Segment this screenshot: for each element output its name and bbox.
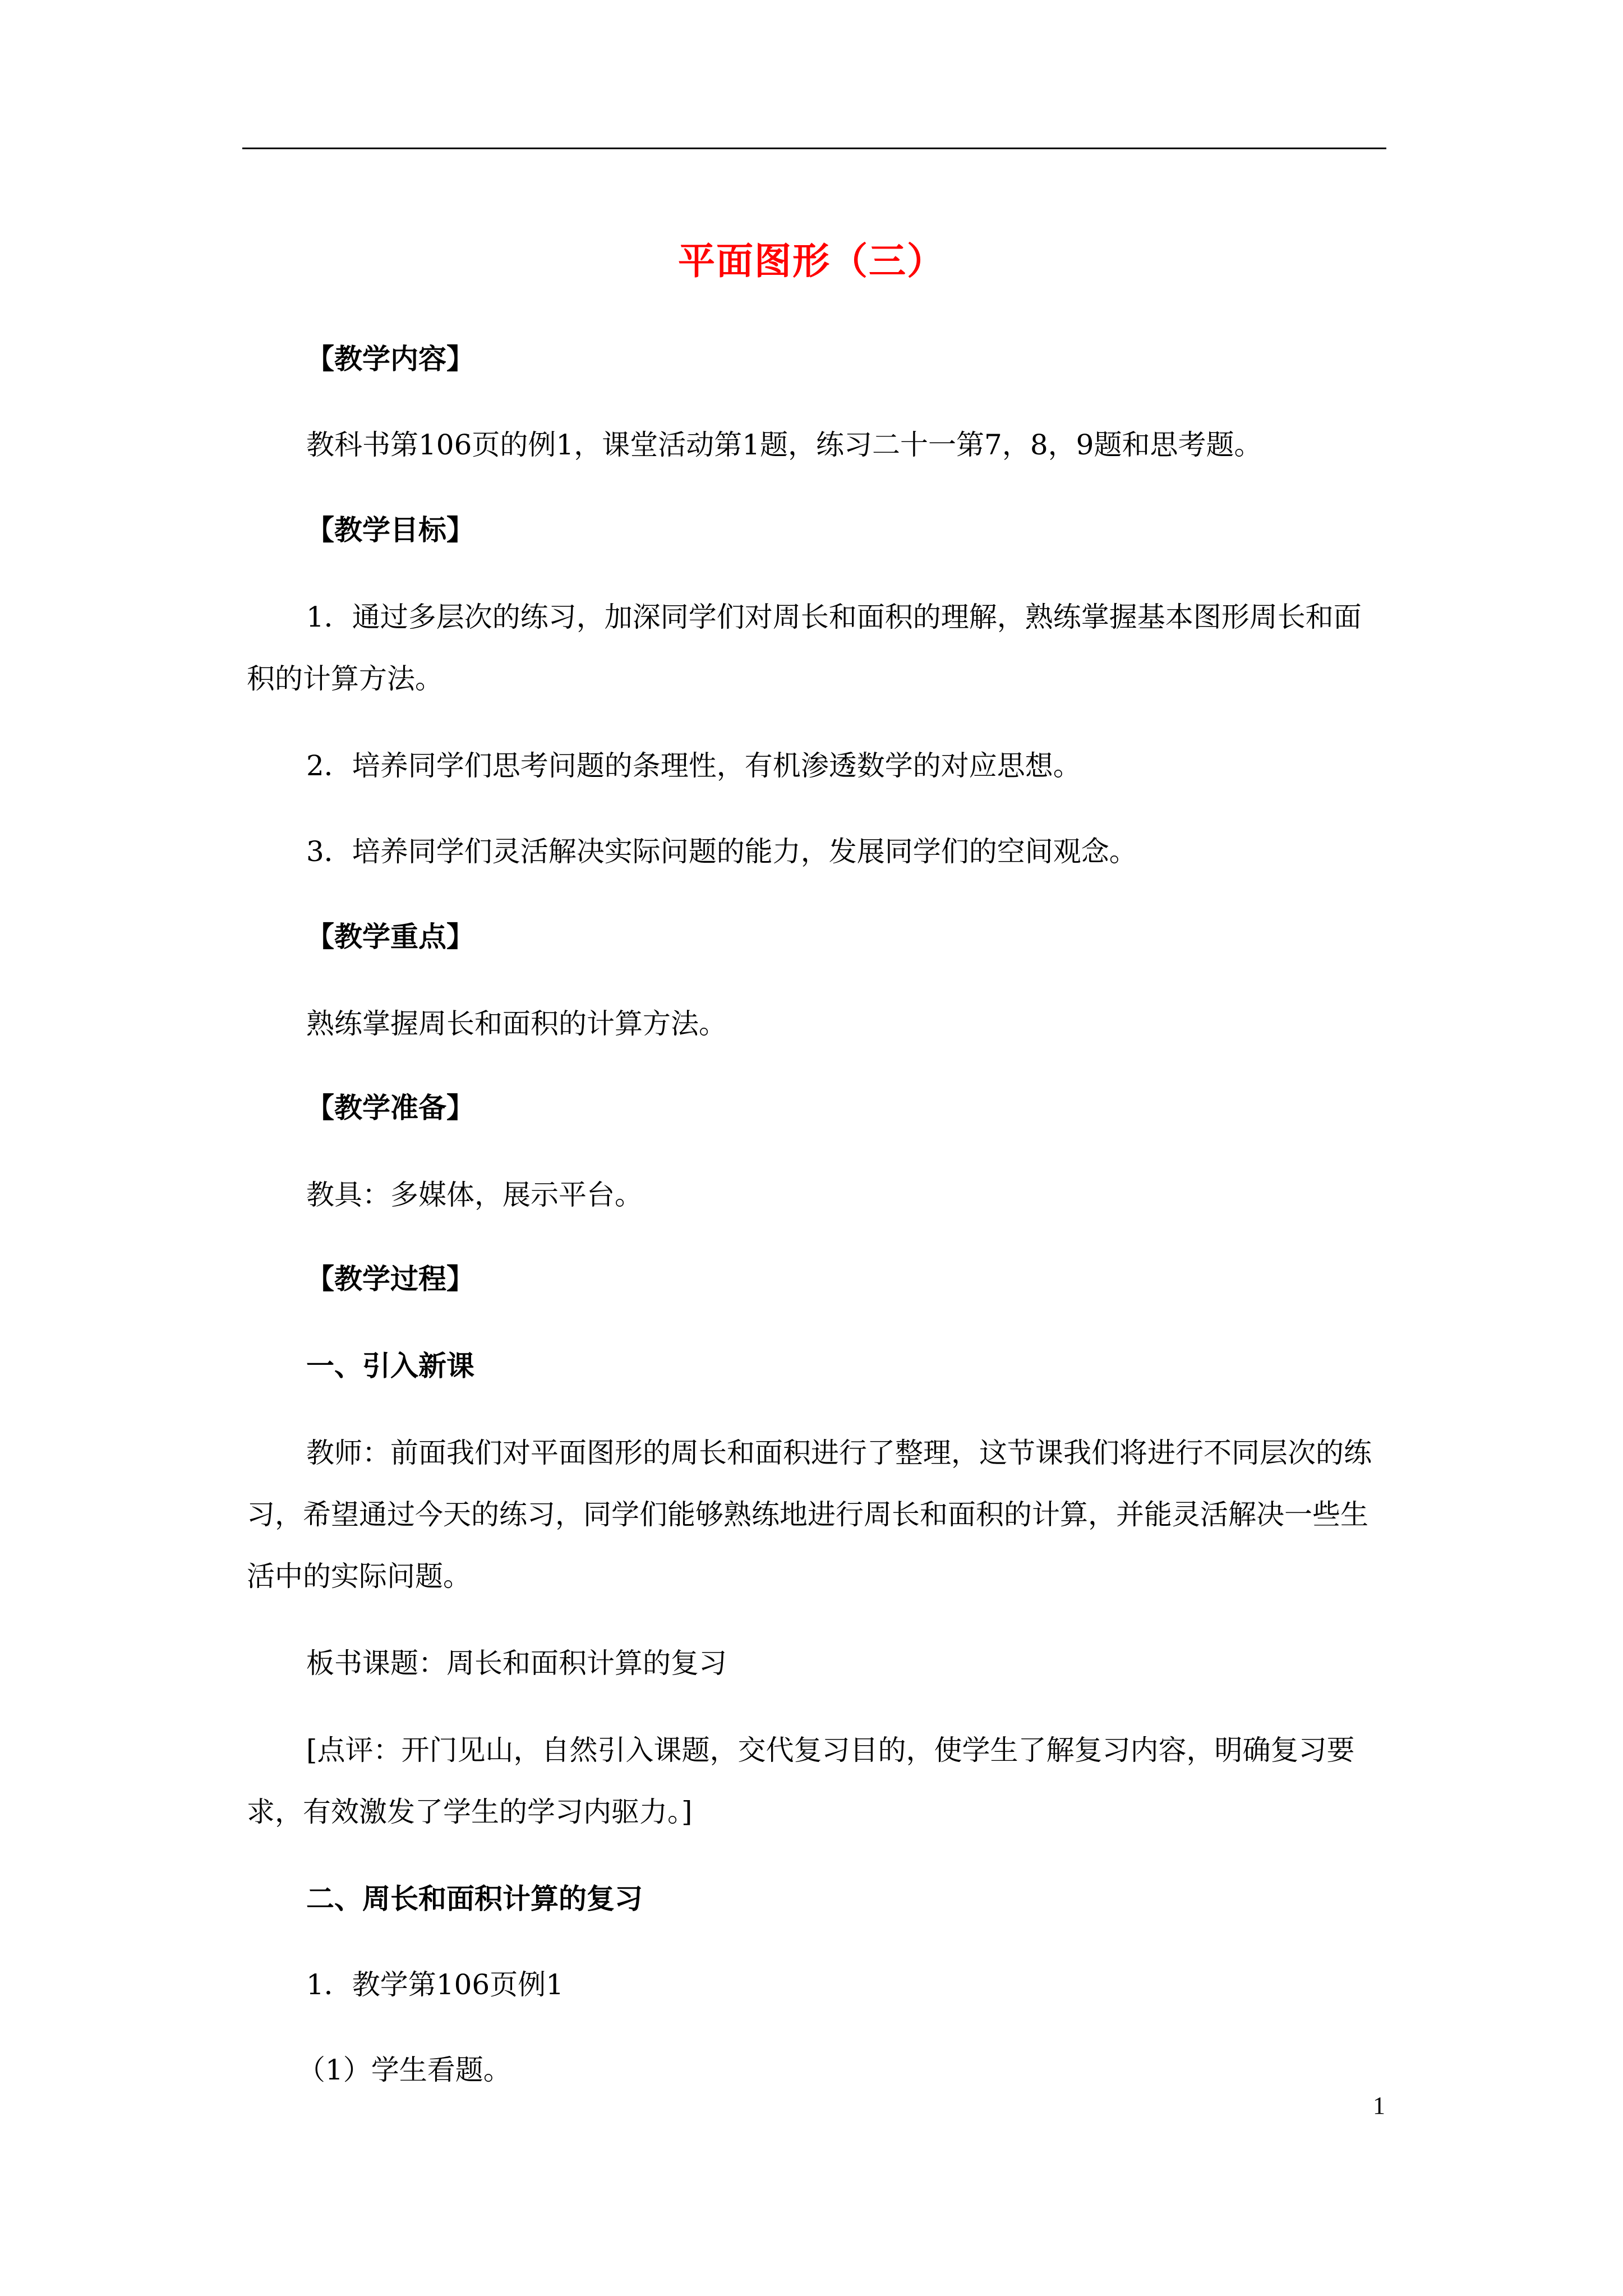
- preparation-text: 教具：多媒体，展示平台。: [306, 1179, 643, 1211]
- teacher-line-2: 习，希望通过今天的练习，同学们能够熟练地进行周长和面积的计算，并能灵活解决一些生: [247, 1498, 1368, 1531]
- content-text: 教科书第106页的例1，课堂活动第1题，练习二十一第7，8，9题和思考题。: [306, 429, 1262, 461]
- item-1: 1．教学第106页例1: [306, 1968, 564, 2001]
- section-heading-preparation: 【教学准备】: [306, 1091, 474, 1124]
- board-title: 板书课题：周长和面积计算的复习: [306, 1647, 727, 1680]
- goal-1-line-1: 1．通过多层次的练习，加深同学们对周长和面积的理解，熟练掌握基本图形周长和面: [306, 601, 1362, 633]
- section-heading-key: 【教学重点】: [306, 920, 474, 953]
- comment-line-2: 求，有效激发了学生的学习内驱力。]: [247, 1796, 693, 1828]
- part-2-heading: 二、周长和面积计算的复习: [306, 1882, 643, 1915]
- teacher-line-1: 教师：前面我们对平面图形的周长和面积进行了整理，这节课我们将进行不同层次的练: [306, 1437, 1372, 1469]
- key-text: 熟练掌握周长和面积的计算方法。: [306, 1007, 727, 1040]
- part-1-heading: 一、引入新课: [306, 1349, 474, 1382]
- goal-1-line-2: 积的计算方法。: [247, 662, 443, 695]
- item-1-sub: （1）学生看题。: [297, 2054, 511, 2086]
- section-heading-goals: 【教学目标】: [306, 513, 474, 546]
- teacher-line-3: 活中的实际问题。: [247, 1560, 471, 1593]
- section-heading-process: 【教学过程】: [306, 1262, 474, 1295]
- header-rule: [242, 148, 1386, 149]
- section-heading-content: 【教学内容】: [306, 342, 474, 375]
- goal-3: 3．培养同学们灵活解决实际问题的能力，发展同学们的空间观念。: [306, 835, 1137, 868]
- comment-line-1: [点评：开门见山，自然引入课题，交代复习目的，使学生了解复习内容，明确复习要: [306, 1734, 1355, 1766]
- document-title: 平面图形（三）: [678, 239, 945, 283]
- goal-2: 2．培养同学们思考问题的条理性，有机渗透数学的对应思想。: [306, 749, 1081, 782]
- page-number: 1: [1373, 2092, 1385, 2119]
